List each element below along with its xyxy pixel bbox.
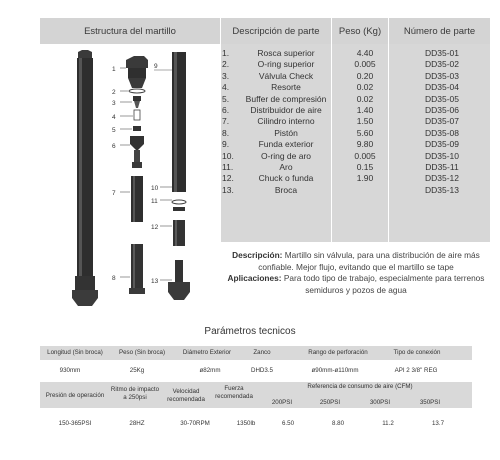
label-7: 7: [112, 190, 116, 197]
header-recommended-speed: Velocidad recomendada: [167, 388, 205, 403]
value-length: 930mm: [59, 367, 81, 374]
label-9: 9: [154, 63, 158, 70]
description-header-label: Descripción de parte: [232, 25, 320, 37]
table-row: [222, 71, 490, 82]
row-weight: 9.80: [356, 139, 374, 150]
row-part-number: DD35-05: [424, 93, 460, 104]
label-5: 5: [112, 127, 116, 134]
row-part-number: DD35-02: [424, 59, 460, 70]
label-10: 10: [151, 185, 159, 192]
header-connection-type: Tipo de conexión: [393, 349, 441, 356]
row-weight: 0.20: [356, 70, 374, 81]
label-2: 2: [112, 89, 116, 96]
part-number-header-label: Número de parte: [403, 25, 476, 37]
row-weight: 0.15: [356, 162, 374, 172]
row-part-number: DD35-13: [424, 184, 460, 195]
row-weight: 0.005: [354, 150, 376, 161]
row-number: 7.: [222, 116, 230, 127]
row-description: Broca: [274, 184, 298, 195]
table-row: [222, 105, 490, 116]
structure-header-label: Estructura del martillo: [84, 25, 176, 37]
header-operating-pressure: Presión de operación: [45, 392, 105, 399]
value-outer-diameter: ø82mm: [199, 367, 221, 374]
row-part-number: DD35-06: [424, 105, 460, 115]
applications-text: Para todo tipo de trabajo, especialmente para terrenos semiduros y pozos de agua: [283, 273, 485, 295]
header-shank: Zanco: [253, 349, 271, 356]
header-300psi: 300PSI: [369, 399, 391, 406]
row-weight: 4.40: [356, 48, 374, 58]
header-recommended-force: Fuerza recomendada: [215, 385, 253, 400]
label-13: 13: [151, 278, 159, 285]
label-3: 3: [112, 100, 116, 107]
table-row: [222, 151, 490, 162]
row-part-number: DD35-10: [424, 150, 460, 161]
row-weight: 1.50: [356, 116, 374, 127]
table-row: [222, 173, 490, 184]
row-number: 9.: [222, 139, 230, 150]
row-number: 3.: [222, 70, 230, 81]
applications-label: Aplicaciones:: [227, 273, 282, 283]
table-row: [222, 139, 490, 150]
row-weight: 0.005: [354, 59, 376, 70]
row-number: 12.: [222, 173, 234, 184]
row-description: Resorte: [271, 82, 301, 93]
row-part-number: DD35-03: [424, 70, 460, 81]
table-row: [222, 82, 490, 93]
header-drilling-range: Rango de perforación: [308, 349, 368, 356]
row-part-number: DD35-07: [424, 116, 460, 127]
row-description: O-ring superior: [257, 59, 315, 70]
row-number: 2.: [222, 59, 230, 70]
row-description: Rosca superior: [257, 48, 315, 58]
row-part-number: DD35-11: [425, 162, 459, 172]
table-row: [222, 94, 490, 105]
value-200psi: 6.50: [281, 420, 295, 427]
exploded-parts-right: [168, 52, 190, 300]
value-weight: 25Kg: [129, 367, 145, 374]
value-250psi: 8.80: [331, 420, 345, 427]
row-number: 8.: [222, 127, 230, 138]
value-connection-type: API 2 3/8" REG: [394, 367, 438, 374]
row-number: 13.: [222, 184, 234, 195]
row-part-number: DD35-01: [424, 48, 460, 58]
row-description: Chuck o funda: [258, 173, 314, 184]
weight-header-label: Peso (Kg): [338, 25, 382, 37]
weight-header: [332, 18, 388, 44]
table-row: [222, 59, 490, 70]
row-number: 11.: [222, 162, 234, 172]
row-part-number: DD35-09: [424, 139, 460, 150]
value-300psi: 11.2: [382, 420, 394, 427]
header-250psi: 250PSI: [319, 399, 341, 406]
row-description: Funda exterior: [258, 139, 314, 150]
assembled-hammer-illustration: [72, 50, 98, 306]
params-title: Parámetros tecnicos: [204, 326, 296, 337]
row-description: Pistón: [274, 127, 298, 138]
header-350psi: 350PSI: [419, 399, 441, 406]
header-air-consumption: Referencia de consumo de aire (CFM): [307, 383, 413, 390]
label-12: 12: [151, 224, 159, 231]
row-part-number: DD35-12: [424, 173, 460, 184]
row-description: Cilindro interno: [257, 116, 315, 127]
row-weight: 1.40: [356, 105, 374, 115]
row-number: 4.: [222, 82, 230, 93]
row-weight: 0.02: [356, 93, 374, 104]
table-row: [222, 185, 490, 196]
value-impact-rate: 28HZ: [129, 420, 145, 427]
row-weight: 5.60: [356, 127, 374, 138]
header-200psi: 200PSI: [271, 399, 293, 406]
row-description: Buffer de compresión: [245, 93, 327, 104]
row-part-number: DD35-08: [424, 127, 460, 138]
structure-header: [40, 18, 220, 44]
hammer-exploded-diagram: [48, 44, 218, 316]
row-description: Distribuidor de aire: [250, 105, 322, 115]
value-recommended-speed: 30-70RPM: [180, 420, 210, 427]
row-number: 10.: [222, 150, 234, 161]
table-row: [222, 162, 490, 173]
row-number: 6.: [222, 105, 230, 115]
row-description: O-ring de aro: [260, 150, 312, 161]
header-outer-diameter: Diámetro Exterior: [182, 349, 232, 356]
table-row: [222, 48, 490, 59]
value-recommended-force: 1350lb: [236, 420, 256, 427]
description-paragraph: [226, 250, 486, 273]
row-weight: 1.90: [356, 173, 374, 184]
label-8: 8: [112, 275, 116, 282]
row-description: Válvula Check: [258, 70, 314, 81]
header-impact-rate: Ritmo de impacto a 250psi: [110, 386, 160, 401]
part-number-header: [389, 18, 490, 44]
description-label: Descripción:: [232, 250, 283, 260]
label-1: 1: [112, 66, 116, 73]
row-weight: 0.02: [356, 82, 374, 93]
value-drilling-range: ø90mm-ø110mm: [311, 367, 359, 374]
table-row: [222, 128, 490, 139]
row-number: 1.: [222, 48, 230, 58]
header-length: Longitud (Sin broca): [47, 349, 103, 356]
label-6: 6: [112, 143, 116, 150]
description-text-block: [226, 250, 486, 296]
table-row: [222, 116, 490, 127]
value-operating-pressure: 150-365PSI: [58, 420, 92, 427]
applications-paragraph: [226, 273, 486, 296]
row-number: 5.: [222, 93, 230, 104]
row-part-number: DD35-04: [424, 82, 460, 93]
description-text: Martillo sin válvula, para una distribución de aire más confiable. Mejor flujo, evitando que el martillo se tape: [258, 250, 480, 272]
header-weight: Peso (Sin broca): [118, 349, 166, 356]
exploded-parts: [126, 56, 148, 294]
row-description: Aro: [279, 162, 293, 172]
value-shank: DHD3.5: [250, 367, 273, 374]
label-11: 11: [151, 198, 158, 205]
label-4: 4: [112, 114, 116, 121]
value-350psi: 13.7: [431, 420, 445, 427]
description-header: [221, 18, 331, 44]
